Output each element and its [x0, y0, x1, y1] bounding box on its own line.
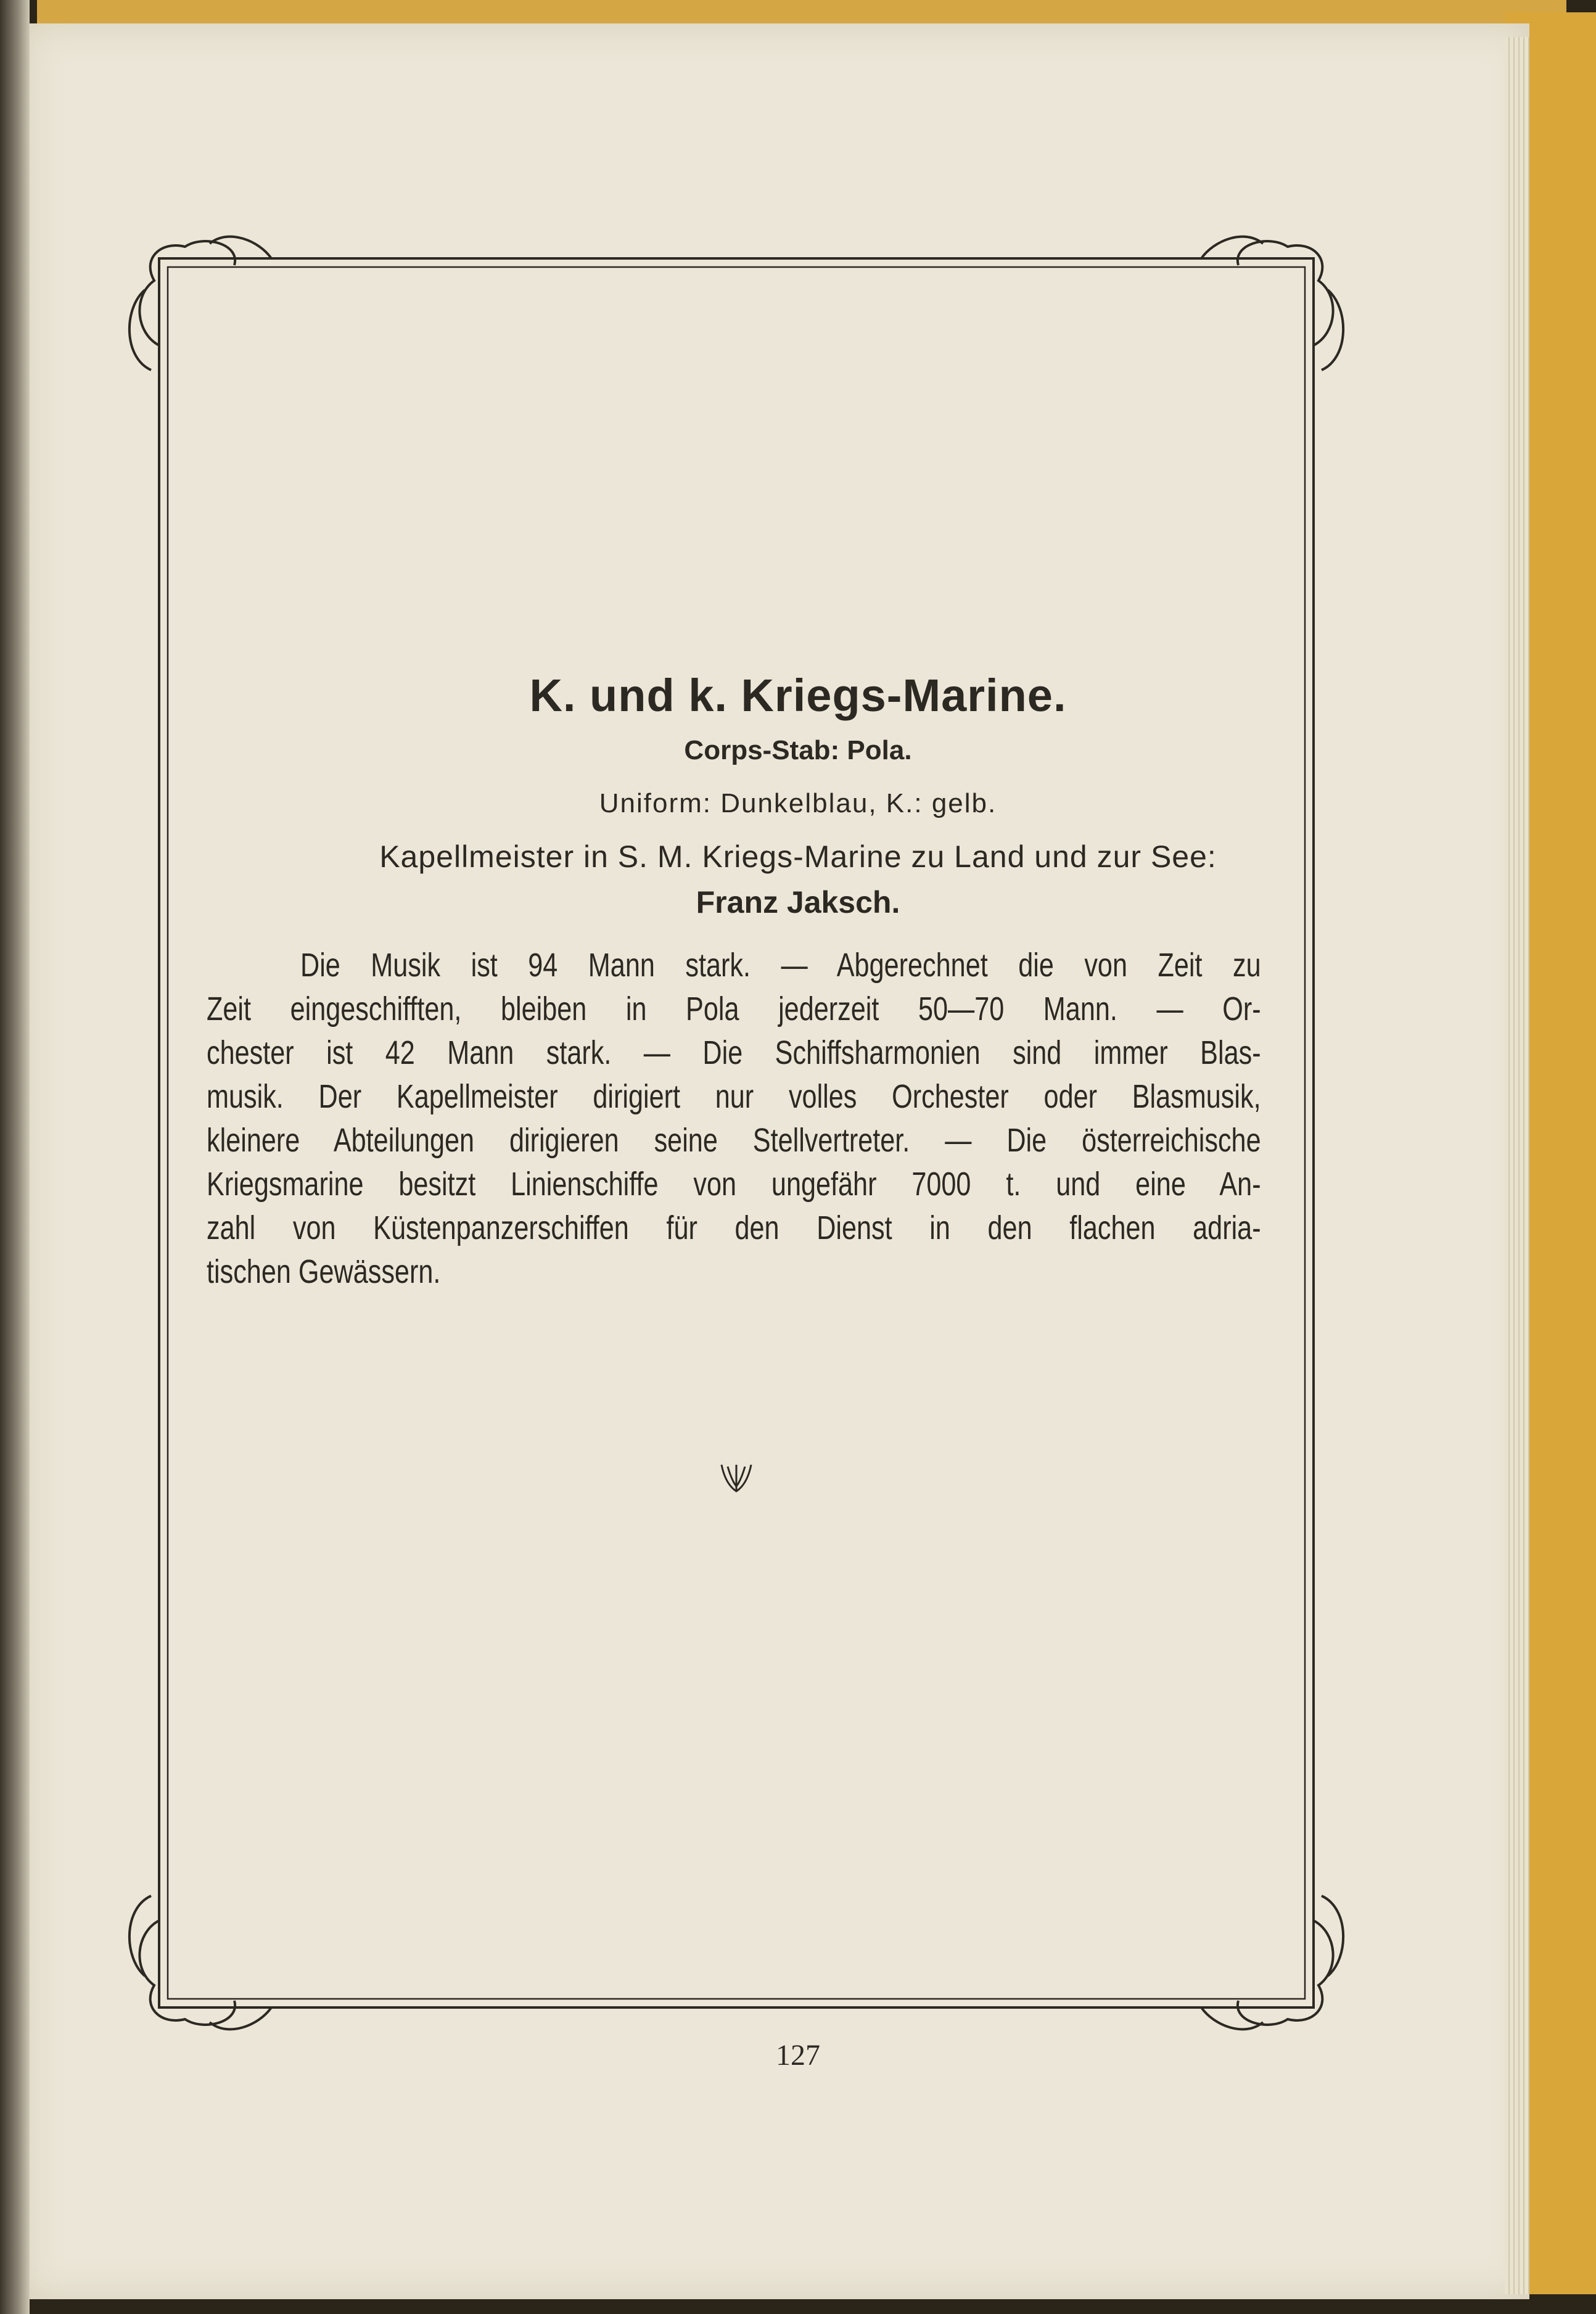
corner-ornament-top-right	[1201, 237, 1343, 370]
corner-ornament-bottom-right	[1201, 1896, 1343, 2029]
corner-ornament-bottom-left	[130, 1896, 271, 2029]
body-line: Zeit eingeschifften, bleiben in Pola jederzeit 50—70 Mann. — Or-	[207, 990, 1261, 1027]
body-paragraph	[207, 944, 1261, 1294]
body-line: chester ist 42 Mann stark. — Die Schiffsharmonien sind immer Blas-	[207, 1034, 1261, 1071]
leaf-ornament-icon	[722, 1465, 751, 1491]
page-number: 127	[776, 2039, 820, 2072]
body-line: tischen Gewässern.	[207, 1253, 441, 1290]
corner-ornament-top-left	[130, 237, 271, 370]
body-line: zahl von Küstenpanzerschiffen für den Dienst in den flachen adria-	[207, 1209, 1261, 1246]
page-title: K. und k. Kriegs-Marine.	[529, 670, 1067, 721]
body-line: kleinere Abteilungen dirigieren seine Stellvertreter. — Die österreichische	[207, 1122, 1261, 1159]
kapellmeister-line: Kapellmeister in S. M. Kriegs-Marine zu Land und zur See:	[379, 839, 1217, 874]
kapellmeister-name: Franz Jaksch.	[696, 885, 900, 920]
body-line: Die Musik ist 94 Mann stark. — Abgerechnet die von Zeit zu	[300, 947, 1261, 984]
uniform-line: Uniform: Dunkelblau, K.: gelb.	[599, 788, 997, 818]
body-line: Kriegsmarine besitzt Linienschiffe von ungefähr 7000 t. und eine An-	[207, 1166, 1261, 1203]
body-line: musik. Der Kapellmeister dirigiert nur volles Orchester oder Blasmusik,	[207, 1078, 1261, 1115]
corps-stab: Corps-Stab: Pola.	[684, 735, 912, 765]
